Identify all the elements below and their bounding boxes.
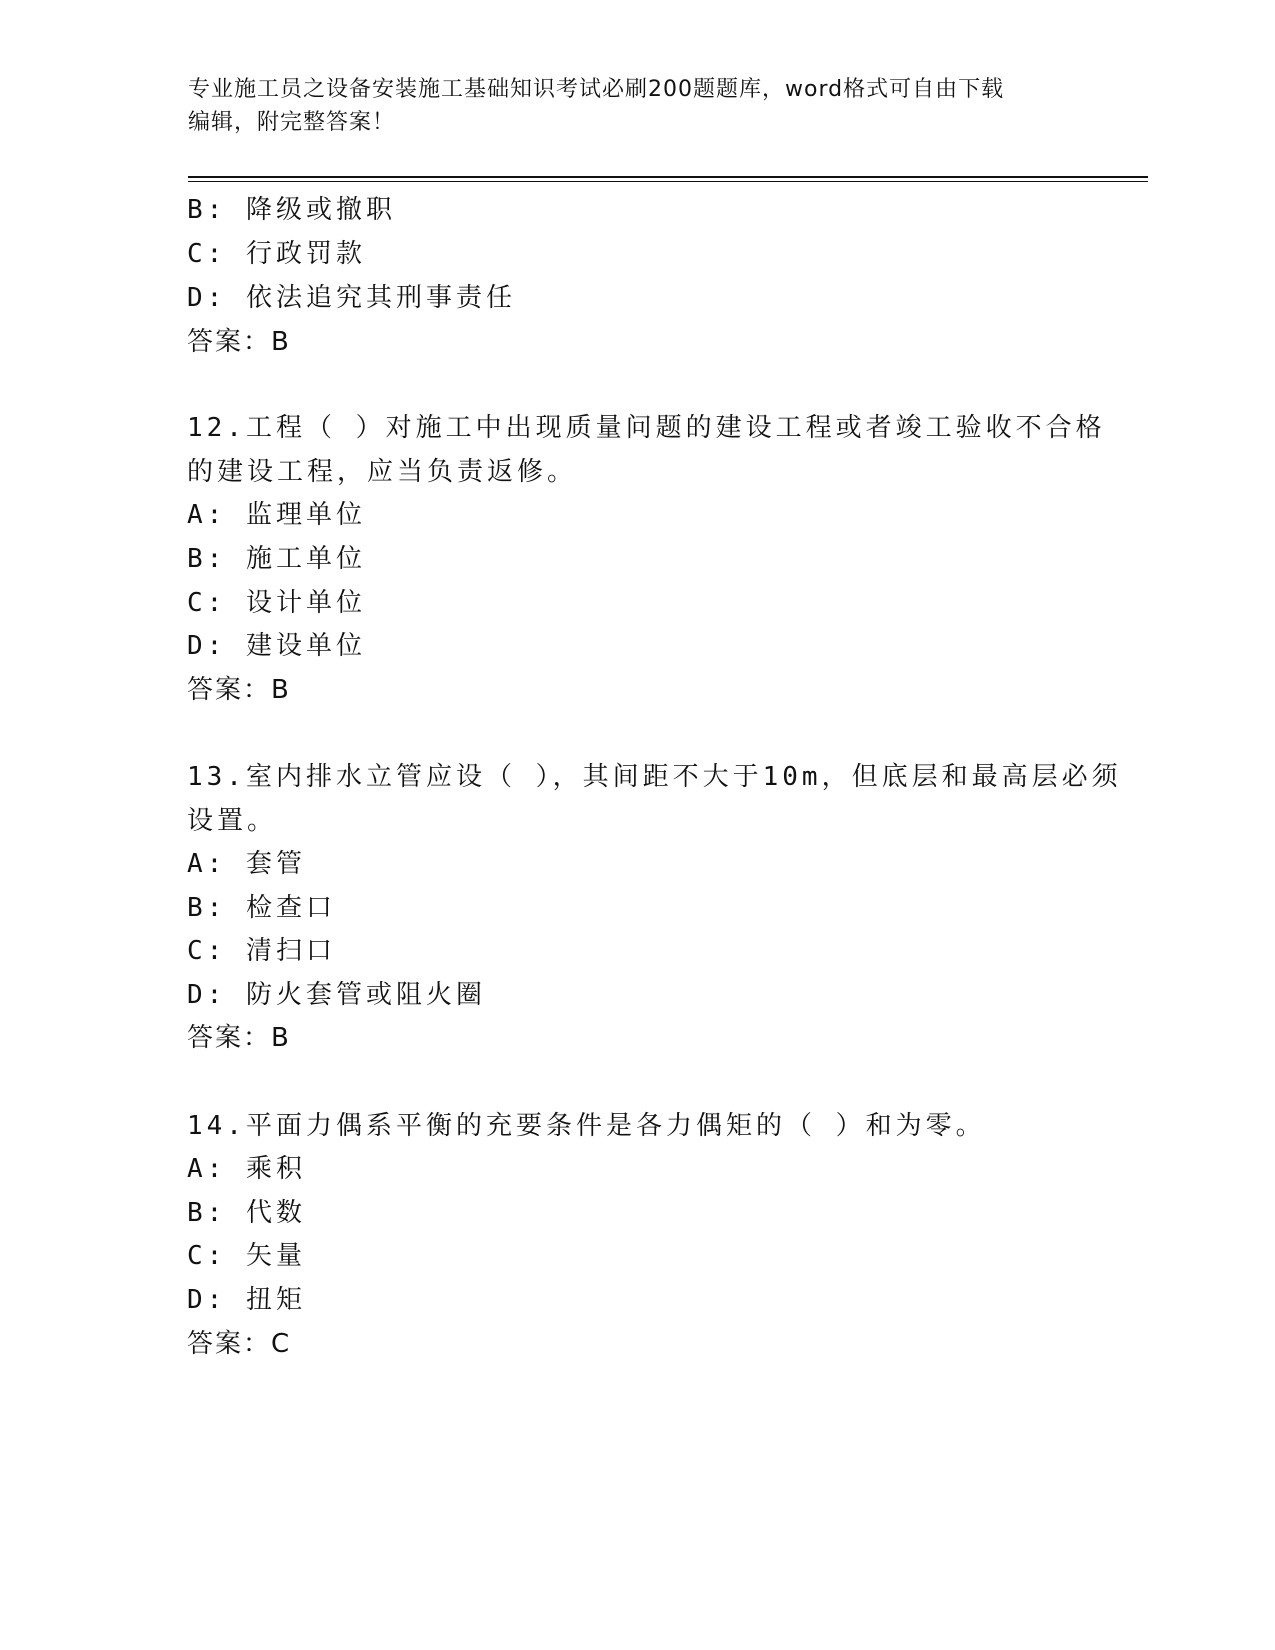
q12-stem-line-1: 12.工程（ ）对施工中出现质量问题的建设工程或者竣工验收不合格 (187, 413, 1106, 443)
q14-option-c: C: 矢量 (187, 1241, 306, 1271)
q12-option-a: A: 监理单位 (187, 500, 366, 530)
q12-option-c: C: 设计单位 (187, 588, 366, 618)
q14-option-a: A: 乘积 (187, 1154, 306, 1184)
q14-stem-line-1: 14.平面力偶系平衡的充要条件是各力偶矩的（ ）和为零。 (187, 1111, 986, 1141)
q13-answer: 答案：B (187, 1023, 291, 1053)
q13-option-a: A: 套管 (187, 849, 306, 879)
q12-option-b: B: 施工单位 (187, 544, 366, 574)
header-divider-thick (188, 176, 1148, 178)
q11-option-c: C: 行政罚款 (187, 239, 366, 269)
q11-option-b: B: 降级或撤职 (187, 195, 396, 225)
q11-answer: 答案：B (187, 327, 291, 357)
document-header (188, 73, 1088, 139)
q13-option-d: D: 防火套管或阻火圈 (187, 980, 486, 1010)
q14-answer: 答案：C (187, 1329, 292, 1359)
q12-answer: 答案：B (187, 675, 291, 705)
header-divider-thin (188, 181, 1148, 182)
header-line-1: 专业施工员之设备安装施工基础知识考试必刷200题题库，word格式可自由下载 (188, 77, 1005, 102)
q11-option-d: D: 依法追究其刑事责任 (187, 283, 516, 313)
q13-stem-line-2: 设置。 (187, 806, 278, 836)
header-line-2: 编辑，附完整答案！ (188, 110, 396, 135)
q13-option-b: B: 检查口 (187, 893, 336, 923)
q13-stem-line-1: 13.室内排水立管应设（ ），其间距不大于10m，但底层和最高层必须 (187, 762, 1122, 792)
q13-option-c: C: 清扫口 (187, 936, 336, 966)
q14-option-d: D: 扭矩 (187, 1285, 306, 1315)
q14-option-b: B: 代数 (187, 1198, 306, 1228)
q12-option-d: D: 建设单位 (187, 631, 366, 661)
q12-stem-line-2: 的建设工程，应当负责返修。 (187, 457, 578, 487)
